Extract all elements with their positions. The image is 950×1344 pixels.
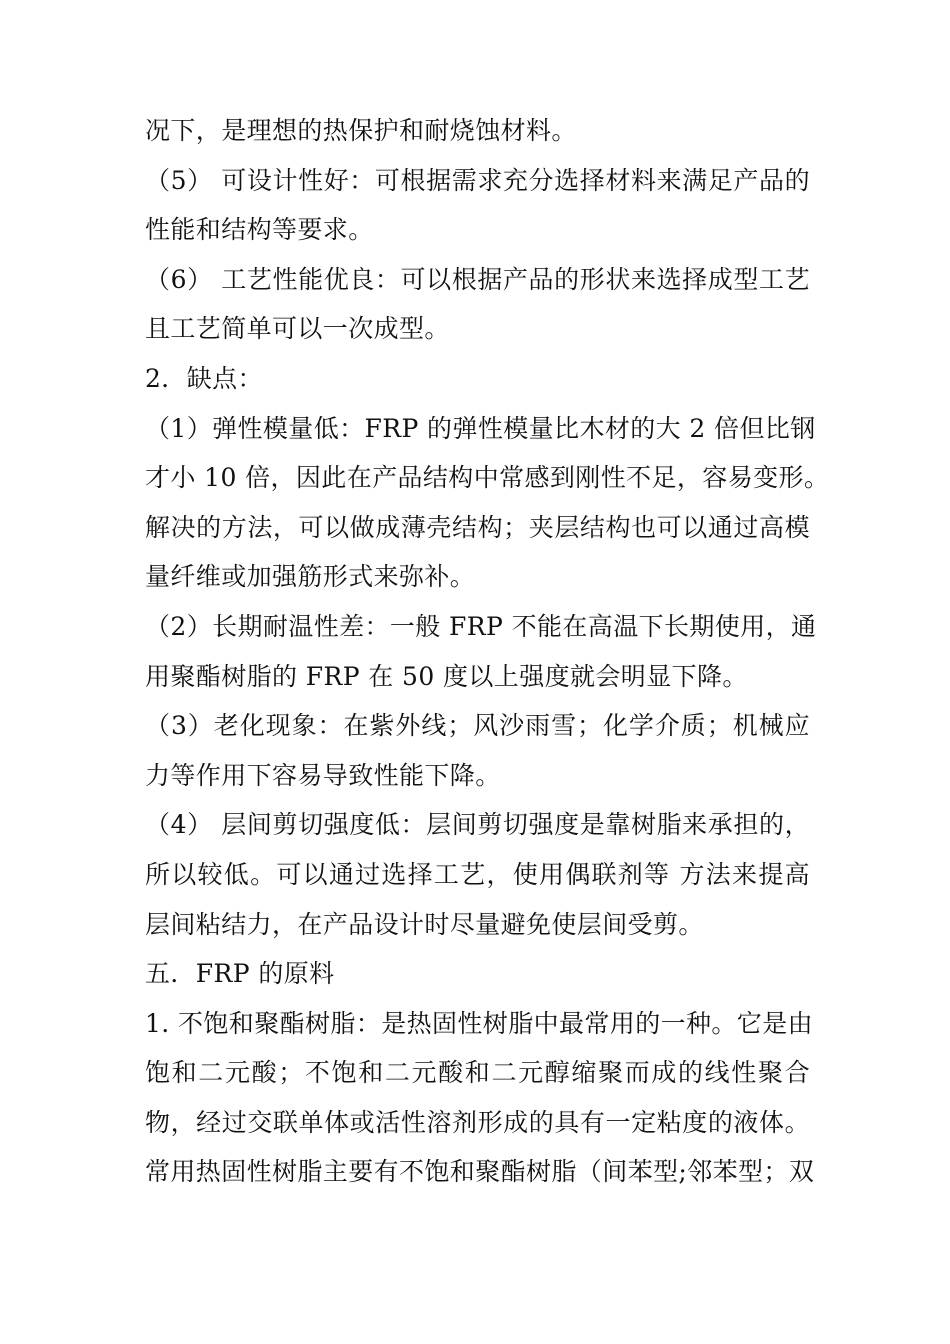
text-line: 1. 不饱和聚酯树脂：是热固性树脂中最常用的一种。它是由 <box>145 1008 814 1038</box>
text-line: 物，经过交联单体或活性溶剂形成的具有一定粘度的液体。 <box>145 1107 810 1137</box>
text-line: （2）长期耐温性差：一般 FRP 不能在高温下长期使用，通 <box>145 611 817 641</box>
text-line: 力等作用下容易导致性能下降。 <box>145 760 501 790</box>
text-line: 况下，是理想的热保护和耐烧蚀材料。 <box>145 116 577 145</box>
text-line: 量纤维或加强筋形式来弥补。 <box>145 562 476 592</box>
text-line: 用聚酯树脂的 FRP 在 50 度以上强度就会明显下降。 <box>145 661 748 691</box>
text-line: （6） 工艺性能优良：可以根据产品的形状来选择成型工艺 <box>145 264 810 294</box>
text-line: 常用热固性树脂主要有不饱和聚酯树脂（间苯型;邻苯型；双 <box>145 1157 815 1187</box>
text-line: 所以较低。可以通过选择工艺，使用偶联剂等 方法来提高 <box>145 859 810 889</box>
text-line: 且工艺简单可以一次成型。 <box>145 314 450 344</box>
text-line: 层间粘结力，在产品设计时尽量避免使层间受剪。 <box>145 909 704 939</box>
text-line: 才小 10 倍，因此在产品结构中常感到刚性不足，容易变形。 <box>145 463 830 493</box>
section-heading: 2．缺点： <box>145 363 263 393</box>
document-text <box>145 106 830 1197</box>
text-line: （4） 层间剪切强度低：层间剪切强度是靠树脂来承担的， <box>145 810 810 840</box>
text-line: 饱和二元酸；不饱和二元酸和二元醇缩聚而成的线性聚合 <box>145 1058 810 1088</box>
section-heading: 五．FRP 的原料 <box>145 959 335 989</box>
text-line: 性能和结构等要求。 <box>145 215 374 245</box>
text-line: （1）弹性模量低：FRP 的弹性模量比木材的大 2 倍但比钢 <box>145 413 816 443</box>
text-line: （3）老化现象：在紫外线；风沙雨雪；化学介质；机械应 <box>145 711 810 741</box>
text-line: （5） 可设计性好：可根据需求充分选择材料来满足产品的 <box>145 165 810 195</box>
text-line: 解决的方法，可以做成薄壳结构；夹层结构也可以通过高模 <box>145 512 810 542</box>
